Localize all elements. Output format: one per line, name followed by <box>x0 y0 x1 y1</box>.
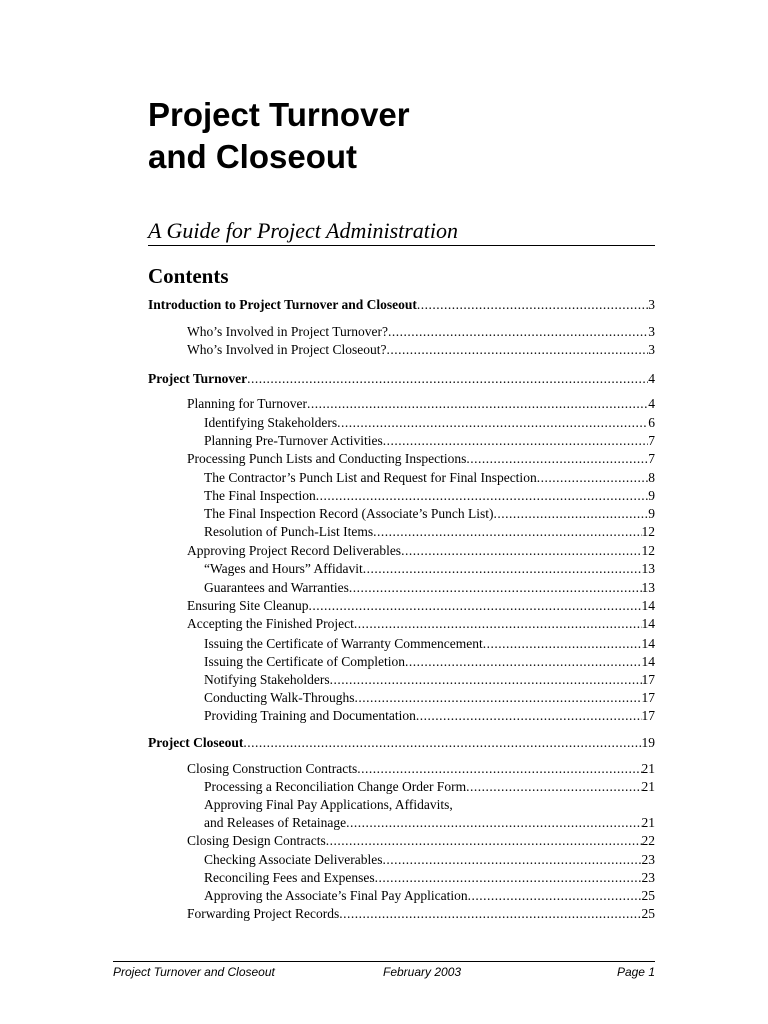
toc-entry-page: 21 <box>641 779 655 794</box>
toc-entry <box>204 635 655 653</box>
toc-entry <box>204 505 655 523</box>
toc-dot-leader <box>330 671 642 689</box>
toc-entry <box>148 296 655 314</box>
toc-dot-leader <box>355 689 642 707</box>
toc-entry-page: 7 <box>648 451 655 466</box>
toc-entry-page: 7 <box>648 433 655 448</box>
toc-entry-title: Introduction to Project Turnover and Closeout <box>148 297 417 312</box>
toc-entry-page: 3 <box>648 324 655 339</box>
toc-entry <box>204 671 655 689</box>
toc-entry <box>187 341 655 359</box>
toc-entry-title: The Contractor’s Punch List and Request for Final Inspection <box>204 470 537 485</box>
toc-entry-title: and Releases of Retainage <box>204 815 347 830</box>
toc-dot-leader <box>316 487 649 505</box>
contents-heading: Contents <box>148 264 229 288</box>
toc-entry-title: The Final Inspection Record (Associate’s Punch List) <box>204 506 494 521</box>
toc-dot-leader <box>339 905 641 923</box>
toc-dot-leader <box>466 450 648 468</box>
toc-dot-leader <box>375 869 642 887</box>
toc-entry <box>187 450 655 468</box>
toc-entry-title: Project Closeout <box>148 735 244 750</box>
toc-entry-page: 9 <box>648 506 655 521</box>
toc-entry-title: Identifying Stakeholders <box>204 415 338 430</box>
toc-entry <box>204 707 655 725</box>
toc-entry <box>148 370 655 388</box>
toc-dot-leader <box>468 887 642 905</box>
toc-entry-page: 17 <box>641 672 655 687</box>
toc-entry <box>187 542 655 560</box>
toc-entry-page: 17 <box>641 690 655 705</box>
toc-entry-title: Closing Design Contracts <box>187 833 326 848</box>
toc-entry-page: 21 <box>641 815 655 830</box>
toc-dot-leader <box>357 760 641 778</box>
toc-entry-title: Approving Final Pay Applications, Affidavits, <box>204 797 453 812</box>
toc-entry-title: Project Turnover <box>148 371 248 386</box>
toc-entry-page: 14 <box>641 598 655 613</box>
toc-dot-leader <box>354 615 642 633</box>
toc-entry-title: Who’s Involved in Project Closeout? <box>187 342 387 357</box>
toc-dot-leader <box>405 653 642 671</box>
toc-entry-title: Issuing the Certificate of Warranty Commencement <box>204 636 483 651</box>
toc-entry <box>204 869 655 887</box>
toc-entry-page: 3 <box>648 342 655 357</box>
toc-entry-page: 17 <box>641 708 655 723</box>
toc-entry-page: 14 <box>641 636 655 651</box>
toc-entry <box>204 560 655 578</box>
toc-entry-title: Who’s Involved in Project Turnover? <box>187 324 388 339</box>
toc-dot-leader <box>307 395 648 413</box>
toc-entry-title: Ensuring Site Cleanup <box>187 598 309 613</box>
toc-dot-leader <box>309 597 642 615</box>
toc-entry-title: Planning for Turnover <box>187 396 308 411</box>
toc-entry-title: Issuing the Certificate of Completion <box>204 654 405 669</box>
toc-entry-page: 23 <box>641 852 655 867</box>
toc-entry-title: Processing a Reconciliation Change Order Form <box>204 779 467 794</box>
toc-dot-leader <box>383 432 649 450</box>
toc-dot-leader <box>416 707 642 725</box>
toc-entry-page: 8 <box>648 470 655 485</box>
toc-entry <box>204 414 655 432</box>
toc-entry <box>148 734 655 752</box>
toc-entry-page: 12 <box>641 524 655 539</box>
toc-dot-leader <box>382 851 641 869</box>
toc-entry-page: 12 <box>641 543 655 558</box>
toc-dot-leader <box>386 341 648 359</box>
toc-entry <box>187 597 655 615</box>
toc-entry-page: 25 <box>641 906 655 921</box>
toc-entry-page: 6 <box>648 415 655 430</box>
toc-dot-leader <box>493 505 648 523</box>
toc-entry-page: 21 <box>641 761 655 776</box>
toc-entry-title: Planning Pre-Turnover Activities <box>204 433 383 448</box>
toc-entry <box>187 760 655 778</box>
toc-entry-page: 14 <box>641 616 655 631</box>
toc-entry-title: Forwarding Project Records <box>187 906 340 921</box>
toc-entry-title: Guarantees and Warranties <box>204 580 349 595</box>
toc-dot-leader <box>337 414 648 432</box>
toc-entry <box>204 579 655 597</box>
toc-dot-leader <box>349 579 642 597</box>
footer-document-title: Project Turnover and Closeout <box>113 965 275 979</box>
toc-dot-leader <box>243 734 641 752</box>
footer-page-number: Page 1 <box>616 965 655 979</box>
toc-entry-page: 25 <box>641 888 655 903</box>
toc-dot-leader <box>247 370 648 388</box>
toc-entry-page: 22 <box>641 833 655 848</box>
toc-entry <box>204 851 655 869</box>
toc-entry <box>204 523 655 541</box>
toc-entry-title: Processing Punch Lists and Conducting Inspections <box>187 451 467 466</box>
document-subtitle: A Guide for Project Administration <box>148 218 655 246</box>
toc-dot-leader <box>417 296 648 314</box>
toc-entry-page: 9 <box>648 488 655 503</box>
toc-entry-title: Resolution of Punch-List Items <box>204 524 374 539</box>
toc-entry-page: 13 <box>641 580 655 595</box>
toc-entry <box>204 887 655 905</box>
toc-entry-title: Closing Construction Contracts <box>187 761 358 776</box>
toc-entry-page: 19 <box>641 735 655 750</box>
page-footer <box>113 961 655 980</box>
toc-dot-leader <box>537 469 649 487</box>
toc-entry-title: “Wages and Hours” Affidavit <box>204 561 363 576</box>
toc-entry <box>204 814 655 832</box>
toc-entry <box>204 778 655 796</box>
toc-entry-title: Approving the Associate’s Final Pay Application <box>204 888 468 903</box>
toc-entry <box>187 905 655 923</box>
toc-dot-leader <box>326 832 642 850</box>
toc-entry-page: 23 <box>641 870 655 885</box>
toc-entry <box>204 653 655 671</box>
toc-entry <box>204 487 655 505</box>
toc-entry-title: Notifying Stakeholders <box>204 672 330 687</box>
toc-entry <box>187 323 655 341</box>
toc-entry-title: Approving Project Record Deliverables <box>187 543 402 558</box>
toc-entry-title: Accepting the Finished Project <box>187 616 354 631</box>
toc-entry-title: Reconciling Fees and Expenses <box>204 870 375 885</box>
toc-dot-leader <box>346 814 641 832</box>
footer-date: February 2003 <box>383 965 462 979</box>
toc-dot-leader <box>388 323 648 341</box>
title-line-2: and Closeout <box>148 138 358 175</box>
toc-entry-page: 4 <box>648 396 655 411</box>
toc-entry-page: 14 <box>641 654 655 669</box>
toc-entry-page: 3 <box>648 297 655 312</box>
toc-dot-leader <box>363 560 642 578</box>
toc-dot-leader <box>373 523 641 541</box>
toc-entry-title: The Final Inspection <box>204 488 316 503</box>
toc-entry-title: Checking Associate Deliverables <box>204 852 383 867</box>
toc-entry <box>187 395 655 413</box>
toc-dot-leader <box>483 635 642 653</box>
title-line-1: Project Turnover <box>148 96 410 133</box>
toc-entry <box>204 432 655 450</box>
toc-entry-title: Providing Training and Documentation <box>204 708 416 723</box>
toc-entry-title: Conducting Walk-Throughs <box>204 690 355 705</box>
toc-dot-leader <box>466 778 641 796</box>
toc-entry <box>204 796 655 814</box>
toc-entry <box>187 615 655 633</box>
toc-dot-leader <box>401 542 641 560</box>
toc-entry <box>187 832 655 850</box>
toc-entry-page: 13 <box>641 561 655 576</box>
toc-entry <box>204 689 655 707</box>
toc-entry <box>204 469 655 487</box>
toc-entry-page: 4 <box>648 371 655 386</box>
